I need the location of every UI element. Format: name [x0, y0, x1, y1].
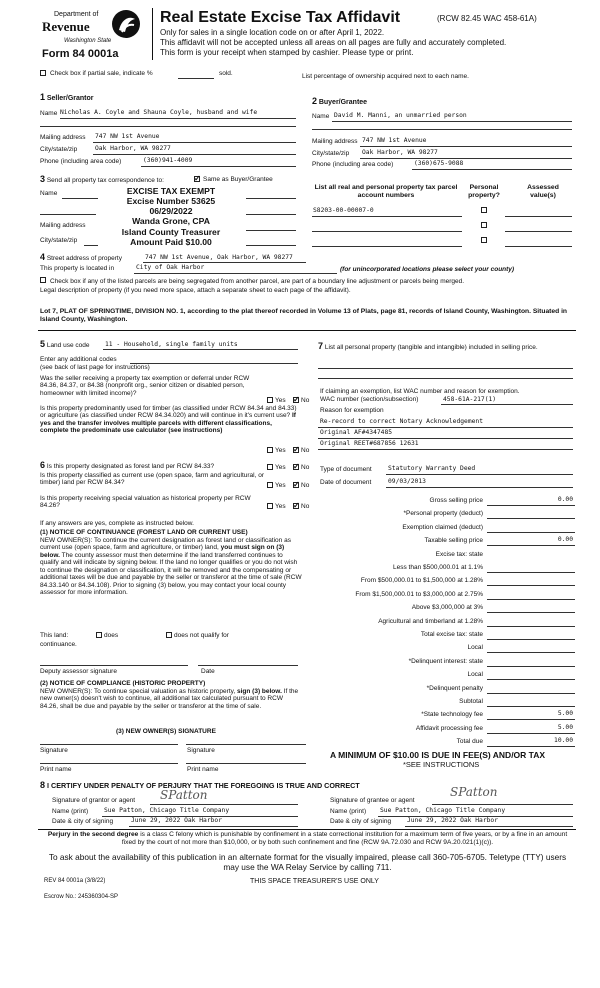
tax-row-line	[487, 518, 575, 519]
owner-print-line-b	[186, 763, 306, 764]
corr-line-d	[246, 214, 296, 215]
form-number: Form 84 0001a	[42, 48, 119, 60]
parcels-heading: List all real and personal property tax parcel account numbers	[314, 184, 458, 199]
partial-sale-sold: sold.	[219, 70, 233, 77]
accessibility-note: To ask about the availability of this publication in an alternate format for the visually impaired, please call 360-705-6705. Teletype (TTY) users may use the WA Relay Service by calling 711.	[48, 852, 567, 873]
street-line	[143, 262, 306, 263]
reason-line3-rule	[318, 449, 573, 450]
tax-row	[320, 509, 575, 522]
parcel-personal-checkbox-1[interactable]	[481, 207, 487, 213]
tax-row	[320, 550, 575, 563]
land-use-value[interactable]: 11 - Household, single family units	[105, 341, 238, 348]
section-divider-1	[38, 330, 576, 331]
seller-name-line	[60, 118, 296, 119]
tax-row-line	[487, 652, 575, 653]
parcel-assessed-line-3	[505, 246, 572, 247]
f1-no-check-icon: ✓	[293, 462, 300, 471]
land-use-line	[103, 349, 298, 350]
reason-line2[interactable]: Original AF#4347485	[320, 429, 393, 436]
same-as-buyer-check-icon: ✓	[194, 174, 201, 183]
header-line2: This affidavit will not be accepted unless all areas on all pages are fully and accurately completed.	[160, 38, 507, 47]
page-title: Real Estate Excise Tax Affidavit	[160, 9, 401, 26]
tax-row-label: Total due	[456, 738, 483, 746]
grantee-sig-label: Signature of grantee or agent	[330, 797, 415, 804]
doc-date-line	[386, 487, 573, 488]
reason-line1[interactable]: Re-record to correct Notary Acknowledgement	[320, 418, 484, 425]
stamp-line2: Excise Number 53625	[126, 196, 216, 207]
wac-line	[441, 404, 573, 405]
title-ref: (RCW 82.45 WAC 458-61A)	[437, 14, 537, 23]
doc-date-label: Date of document	[320, 479, 372, 486]
doc-date-value[interactable]: 09/03/2013	[388, 478, 426, 485]
land-use-row	[40, 339, 89, 349]
tax-row-value[interactable]: 0.00	[557, 496, 573, 503]
tax-row-line	[487, 719, 575, 720]
buyer-phone-label: Phone (including area code)	[312, 161, 394, 168]
buyer-name[interactable]: David M. Manni, an unmarried person	[334, 112, 467, 119]
q2-yes-checkbox[interactable]	[267, 447, 273, 453]
deputy-sig-line	[40, 665, 188, 666]
tax-row-label: From $500,000.01 to $1,500,000 at 1.28%	[360, 577, 483, 585]
tax-table	[320, 496, 575, 750]
f2-no: No	[301, 482, 310, 489]
buyer-heading-text: Buyer/Grantee	[318, 99, 368, 106]
deputy-sig-label: Deputy assessor signature	[40, 668, 117, 675]
tax-row-line	[487, 585, 575, 586]
parcels-assessed-heading: Assessed value(s)	[527, 184, 559, 199]
parcel-line-2	[312, 231, 462, 232]
tax-row-value[interactable]: 5.00	[557, 710, 573, 718]
grantee-date[interactable]: June 29, 2022 Oak Harbor	[407, 817, 498, 824]
f2-yes: Yes	[275, 482, 286, 489]
tax-row-label: Local	[467, 644, 483, 652]
personal-prop-num: 7	[318, 341, 324, 351]
notice2-body	[40, 688, 302, 710]
legal-label: Legal description of property (if you need more space, attach a separate sheet to each page of the affidavit).	[40, 287, 351, 294]
tax-row-line	[487, 505, 575, 506]
correspondence-label: Send all property tax correspondence to:	[46, 177, 164, 184]
this-land-label: This land:	[40, 632, 69, 639]
street-label: Street address of property	[46, 255, 122, 262]
grantor-date-line	[129, 826, 298, 827]
parcel-number-1[interactable]: S8203-00-00007-0	[313, 207, 374, 214]
forest-q1-text: Is this property designated as forest land per RCW 84.33?	[46, 463, 215, 470]
notice1-text-b: The county assessor must then determine if the land transferred continues to qualify and will indicate by signing below. If the land no longer qualifies or you do not wish to continue the designation or classification, it will be removed and the compensating or additional taxes will be due and payable by the seller or transferor at the time of sale (RCW 84.33.140 or 84.34.108). Prior to signing (3) below, you may contact your local county assessor for more information.	[40, 551, 302, 597]
notice2-text-bold: sign (3) below.	[237, 688, 282, 695]
corr-city-label: City/state/zip	[40, 237, 78, 244]
located-value[interactable]: City of Oak Harbor	[136, 264, 205, 271]
parcel-assessed-line-2	[505, 231, 572, 232]
tax-row-line	[487, 706, 575, 707]
tax-row-line	[487, 639, 575, 640]
corr-line-g	[246, 245, 296, 246]
land-use-q2b-text: If yes and the transfer involves multiple parcels with different classifications, complete the predominate use calculator (see instructions)	[40, 412, 296, 435]
treasurer-use: THIS SPACE TREASURER'S USE ONLY	[250, 878, 379, 885]
owner-sig-label-b: Signature	[187, 747, 215, 754]
tax-row-line	[487, 693, 575, 694]
tax-row-line	[487, 733, 575, 734]
notice1-title: (1) NOTICE OF CONTINUANCE (FOREST LAND OR CURRENT USE)	[40, 529, 248, 536]
land-does-checkbox[interactable]	[96, 632, 102, 638]
tax-row-label: Gross selling price	[429, 497, 483, 504]
see-instructions: *SEE INSTRUCTIONS	[403, 760, 480, 769]
tax-row	[320, 576, 575, 589]
dept-line2: Revenue	[42, 19, 90, 34]
any-yes-note: If any answers are yes, complete as instructed below.	[40, 520, 194, 527]
header-line3-text: This form is your receipt when stamped by cashier. Please type or print.	[160, 48, 414, 57]
land-use-label: Land use code	[46, 342, 90, 349]
segregated-checkbox[interactable]	[40, 277, 46, 283]
buyer-mailing-label: Mailing address	[312, 138, 358, 145]
personal-prop-label	[318, 341, 573, 351]
forest-q3: Is this property receiving special valuation as historical property per RCW 84.26?	[40, 495, 251, 510]
f1-yes-checkbox[interactable]	[267, 464, 273, 470]
owner-print-label-b: Print name	[187, 766, 219, 773]
tax-row-label: Subtotal	[459, 698, 483, 705]
tax-row-line	[487, 599, 575, 600]
buyer-extra-line	[312, 129, 572, 130]
corr-line-e	[246, 230, 296, 231]
notice1-body	[40, 537, 302, 597]
tax-row-label: Above $3,000,000 at 3%	[411, 604, 483, 612]
doc-type-line	[386, 474, 573, 475]
owner-sig-label-a: Signature	[40, 747, 68, 754]
stamp-line1: EXCISE TAX EXEMPT	[126, 186, 216, 196]
tax-row-line	[487, 572, 575, 573]
grantee-print-label: Name (print)	[330, 808, 367, 815]
tax-row-label: From $1,500,000.01 to $3,000,000 at 2.75%	[355, 590, 483, 598]
tax-row	[320, 603, 575, 616]
street-row	[40, 252, 122, 262]
notice2-title: (2) NOTICE OF COMPLIANCE (HISTORIC PROPERTY)	[40, 680, 206, 687]
street-num: 4	[40, 252, 46, 262]
wac-label: WAC number (section/subsection)	[320, 396, 419, 403]
parcel-line-1	[312, 216, 462, 217]
owner-sig-line-b	[186, 744, 306, 745]
tax-row-line	[487, 612, 575, 613]
dept-line3: Washington State	[64, 38, 112, 44]
buyer-name-line	[332, 121, 572, 122]
seller-name-label: Name	[40, 110, 58, 117]
land-does-label: does	[104, 632, 119, 639]
seller-heading	[40, 92, 94, 103]
land-use-q2a-text: Is this property predominantly used for timber (as classified under RCW 84.34 and 84.33) or agriculture (as classified under RCW 84.34.020) and will continue in it's current use?	[40, 405, 297, 420]
stamp-line3: 06/29/2022	[149, 206, 193, 217]
segregated-label: Check box if any of the listed parcels are being segregated from another parcel, are part of a boundary line adjustment or parcels being merged.	[50, 278, 465, 285]
f1-no: No	[301, 464, 310, 471]
legal-description[interactable]: Lot 7, PLAT OF SPRINGTIME, DIVISION NO. 1, according to the plat thereof recorded in Volume 13 of Plats, page 81, records of Island County, Washington. Situated in Island County, Washington.	[40, 308, 568, 324]
tax-row-label: Taxable selling price	[424, 537, 483, 545]
f1-yes: Yes	[275, 464, 286, 471]
stamp-line6: Amount Paid $10.00	[130, 236, 212, 247]
buyer-city-label: City/state/zip	[312, 150, 350, 157]
deputy-date-line	[198, 665, 298, 666]
treasurer-stamp	[96, 186, 246, 247]
owner-sig-line-a	[40, 744, 178, 745]
seller-mailing[interactable]: 747 NW 1st Avenue	[95, 133, 160, 140]
q2-no: No	[301, 447, 310, 454]
f3-no-check-icon: ✓	[293, 501, 300, 510]
grantor-sig-line	[150, 804, 298, 805]
reason-line3[interactable]: Original REET#687856 12631	[320, 440, 419, 447]
reason-label: Reason for exemption	[320, 407, 384, 414]
tax-row-label: Affidavit processing fee	[415, 724, 483, 732]
buyer-city-line	[360, 158, 572, 159]
grantor-date[interactable]: June 29, 2022 Oak Harbor	[131, 817, 222, 824]
buyer-city[interactable]: Oak Harbor, WA 98277	[362, 149, 438, 156]
tax-row-line	[487, 626, 575, 627]
grantor-date-label: Date & city of signing	[52, 818, 114, 825]
f3-yes-checkbox[interactable]	[267, 503, 273, 509]
perjury-note	[40, 831, 575, 846]
tax-row-label: Total excise tax: state	[420, 631, 483, 638]
doc-type-value[interactable]: Statutory Warranty Deed	[388, 465, 476, 472]
buyer-mailing-line	[360, 146, 572, 147]
forest-q2: Is this property classified as current use (open space, farm and agricultural, or timber) land per RCW 84.34?	[40, 472, 264, 487]
land-use-num: 5	[40, 339, 46, 349]
seller-city-label: City/state/zip	[40, 146, 78, 153]
seller-mailing-label: Mailing address	[40, 134, 86, 141]
partial-sale-checkbox[interactable]	[40, 70, 46, 76]
buyer-phone[interactable]: (360)675-9088	[414, 160, 464, 167]
tax-row-label: Local	[467, 671, 483, 679]
perjury-bold: Perjury in the second degree	[47, 831, 139, 838]
tax-row-label: Less than $500,000.01 at 1.1%	[393, 564, 483, 571]
f2-no-check-icon: ✓	[293, 480, 300, 489]
dept-line1: Department of	[54, 11, 99, 18]
tax-row	[320, 657, 575, 670]
tax-row-label: Exemption claimed (deduct)	[402, 523, 483, 531]
grantor-print[interactable]: Sue Patton, Chicago Title Company	[104, 807, 230, 814]
buyer-phone-line	[412, 169, 572, 170]
forest-q1	[40, 460, 264, 470]
continuance-label: continuance.	[40, 641, 77, 648]
seller-phone[interactable]: (360)941-4009	[143, 157, 193, 164]
grantee-date-label: Date & city of signing	[330, 818, 392, 825]
notice1-text-bold: you must sign on (3) below.	[40, 544, 285, 559]
grantee-sig-line	[432, 804, 573, 805]
tax-row-line	[487, 666, 575, 667]
tax-row-line	[487, 545, 575, 546]
add-codes-line	[130, 363, 298, 364]
doc-type-label: Type of document	[320, 466, 372, 473]
tax-row	[320, 590, 575, 603]
deputy-date-label: Date	[201, 668, 215, 675]
exemption-label: If claiming an exemption, list WAC number and reason for exemption.	[320, 388, 520, 395]
add-codes-label: Enter any additional codes	[40, 356, 117, 363]
parcels-personal-heading: Personal property?	[468, 184, 500, 199]
seller-mailing-line	[93, 142, 296, 143]
grantor-print-label: Name (print)	[52, 808, 89, 815]
f3-no: No	[301, 503, 310, 510]
tax-row	[320, 737, 575, 750]
seller-num: 1	[40, 92, 46, 102]
dor-logo	[40, 8, 148, 60]
q2-yes: Yes	[275, 447, 286, 454]
parcel-line-3	[312, 246, 462, 247]
tax-row-line	[487, 679, 575, 680]
land-use-q2a	[40, 405, 300, 435]
personal-prop-line-1	[318, 368, 573, 369]
tax-row	[320, 617, 575, 630]
tax-row	[320, 697, 575, 710]
grantor-sig-label: Signature of grantor or agent	[52, 797, 136, 804]
sig3-title: (3) NEW OWNER(S) SIGNATURE	[116, 728, 216, 735]
notice2-text-a: NEW OWNER(S): To continue special valuation as historic property,	[40, 688, 237, 695]
correspondence-row	[40, 174, 164, 184]
buyer-heading	[312, 96, 367, 107]
buyer-name-label: Name	[312, 113, 330, 120]
wac-value[interactable]: 458-61A-217(1)	[443, 396, 497, 403]
tax-row-value[interactable]: 0.00	[557, 536, 573, 544]
q1-yes-checkbox[interactable]	[267, 397, 273, 403]
tax-row	[320, 710, 575, 723]
tax-row-label: *State technology fee	[421, 711, 483, 719]
f2-yes-checkbox[interactable]	[267, 482, 273, 488]
located-line	[134, 273, 337, 274]
land-does-not-checkbox[interactable]	[166, 632, 172, 638]
tax-row	[320, 670, 575, 683]
minimum-note: A MINIMUM OF $10.00 IS DUE IN FEE(S) AND/OR TAX	[330, 750, 546, 760]
tax-row-label: Excise tax: state	[435, 550, 483, 558]
forest-num: 6	[40, 460, 46, 470]
tax-row-label: *Personal property (deduct)	[403, 510, 483, 518]
personal-prop-line-2	[318, 378, 573, 379]
buyer-num: 2	[312, 96, 318, 106]
q1-yes: Yes	[275, 397, 286, 404]
corr-name-line-b	[246, 198, 296, 199]
seller-phone-label: Phone (including area code)	[40, 158, 122, 165]
stamp-line5: Island County Treasurer	[121, 226, 221, 237]
tax-row	[320, 643, 575, 656]
tax-row-line	[487, 532, 575, 533]
seller-name[interactable]: Nicholas A. Coyle and Shauna Coyle, husband and wife	[60, 109, 258, 116]
certify-heading-text: I CERTIFY UNDER PENALTY OF PERJURY THAT THE FOREGOING IS TRUE AND CORRECT	[47, 781, 360, 790]
parcel-assessed-line-1	[505, 216, 572, 217]
located-note: (for unincorporated locations please select your county)	[340, 266, 515, 273]
header-line3	[160, 48, 413, 57]
tax-row-label: Agricultural and timberland at 1.28%	[378, 617, 483, 625]
tax-row-line	[487, 746, 575, 747]
corr-mailing-label: Mailing address	[40, 222, 86, 229]
corr-line-c	[40, 214, 96, 215]
stamp-line4: Wanda Grone, CPA	[132, 216, 210, 227]
seller-city-line	[93, 154, 296, 155]
grantee-date-line	[405, 826, 573, 827]
tax-row	[320, 724, 575, 737]
dor-logo-mark-icon	[110, 8, 142, 40]
grantor-signature[interactable]: SPatton	[160, 788, 208, 802]
notice1-text-a: NEW OWNER(S): To continue the current designation as forest land or classification as current use (open space, farm and agriculture, or timber) land,	[40, 537, 291, 552]
tax-row	[320, 496, 575, 509]
tax-row-label: *Delinquent interest: state	[408, 657, 483, 665]
q1-no-check-icon: ✓	[293, 395, 300, 404]
tax-row	[320, 684, 575, 697]
land-does-not-label: does not qualify for	[174, 632, 229, 639]
correspondence-num: 3	[40, 174, 46, 184]
same-as-buyer-label: Same as Buyer/Grantee	[203, 176, 273, 183]
escrow-number: Escrow No.: 245360304-SP	[44, 894, 119, 900]
land-use-q1: Was the seller receiving a property tax exemption or deferral under RCW 84.36, 84.37, or 84.38 (nonprofit org., senior citizen or disabled person, homeowner with limited income)?	[40, 375, 250, 397]
grantee-print[interactable]: Sue Patton, Chicago Title Company	[380, 807, 506, 814]
footer-divider	[38, 829, 576, 830]
located-label: This property is located in	[40, 265, 115, 272]
tax-row-value[interactable]: 10.00	[554, 737, 573, 745]
f3-yes: Yes	[275, 503, 286, 510]
partial-sale-label: Check box if partial sale, indicate %	[50, 70, 153, 77]
corr-name-label: Name	[40, 190, 58, 197]
seller-heading-text: Seller/Grantor	[46, 95, 94, 102]
parcel-personal-checkbox-3[interactable]	[481, 237, 487, 243]
partial-sale-percent-line[interactable]	[178, 78, 214, 79]
tax-row	[320, 536, 575, 549]
rev-number: REV 84 0001a (3/8/22)	[44, 878, 106, 884]
owner-print-label-a: Print name	[40, 766, 72, 773]
add-codes-note: (see back of last page for instructions)	[40, 364, 150, 371]
buyer-mailing[interactable]: 747 NW 1st Avenue	[362, 137, 427, 144]
ownership-note: List percentage of ownership acquired next to each name.	[302, 73, 469, 80]
notice2-text-b: If the new owner(s) doesn't wish to continue, all additional tax calculated pursuant to RCW 84.26, shall be due and payable by the seller or transferor at the time of sale.	[40, 688, 299, 710]
owner-print-line-a	[40, 763, 178, 764]
personal-prop-text: List all personal property (tangible and intangible) included in selling price.	[324, 344, 538, 351]
tax-row-label: *Delinquent penalty	[426, 684, 483, 692]
q2-no-check-icon: ✓	[293, 445, 300, 454]
grantee-signature[interactable]: SPatton	[450, 785, 498, 799]
seller-extra-line	[40, 126, 296, 127]
seller-city[interactable]: Oak Harbor, WA 98277	[95, 145, 171, 152]
tax-row-value[interactable]: 5.00	[557, 723, 573, 731]
parcel-personal-checkbox-2[interactable]	[481, 222, 487, 228]
seller-phone-line	[141, 166, 296, 167]
street-value[interactable]: 747 NW 1st Avenue, Oak Harbor, WA 98277	[145, 254, 293, 261]
corr-name-line-a	[62, 198, 98, 199]
certify-num: 8	[40, 780, 46, 790]
q1-no: No	[301, 397, 310, 404]
tax-row	[320, 523, 575, 536]
header-line1: Only for sales in a single location code on or after April 1, 2022.	[160, 28, 385, 37]
tax-row	[320, 563, 575, 576]
reason-line2-rule	[318, 438, 573, 439]
reason-line1-rule	[318, 427, 573, 428]
perjury-text: is a class C felony which is punishable by confinement in a state correctional institution for a maximum term of five years, or by a fine in an amount fixed by the court of not more than $10,000, or by both such confinement and fine (RCW 9A.72.030 and RCW 9A.20.021(1)(c)).	[121, 831, 568, 846]
tax-row	[320, 630, 575, 643]
header-divider	[152, 8, 153, 60]
